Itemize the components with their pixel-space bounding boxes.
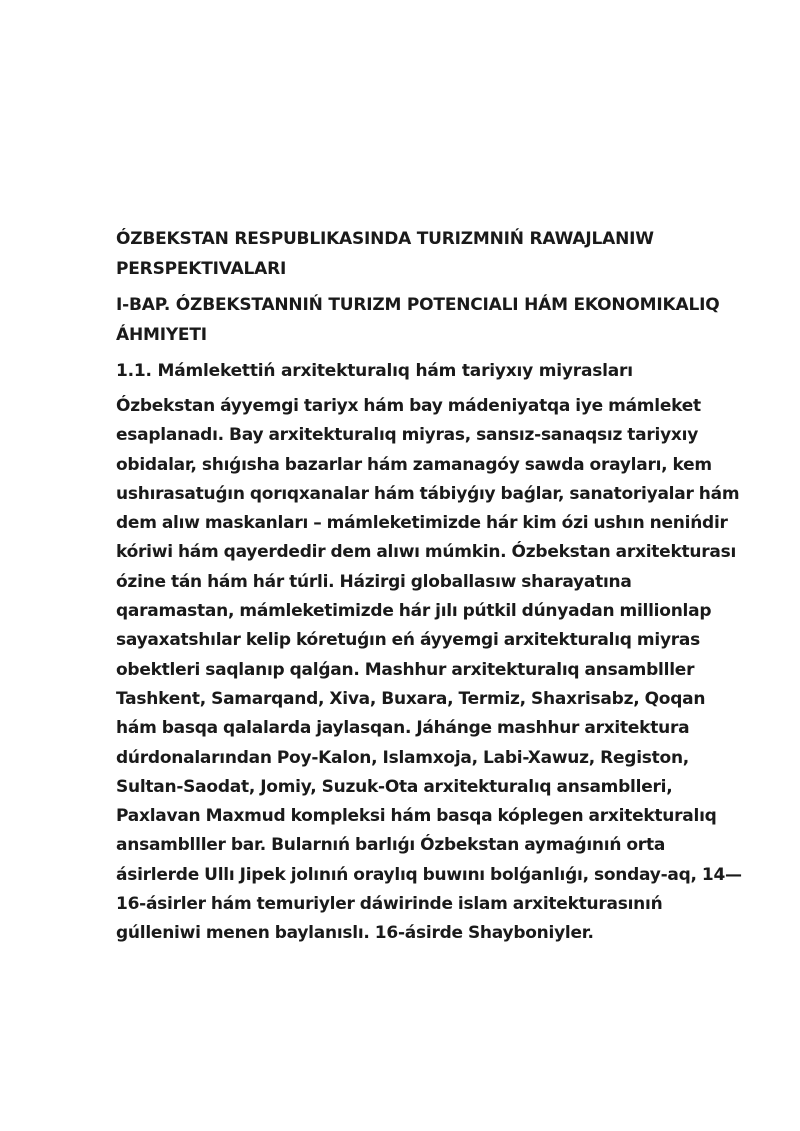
document-title: ÓZBEKSTAN RESPUBLIKASINDA TURIZMNIŃ RAWAJLANIW PERSPEKTIVALARI (116, 229, 654, 279)
chapter-heading: I-BAP. ÓZBEKSTANNIŃ TURIZM POTENCIALI HÁM EKONOMIKALIQ ÁHMIYETI (116, 295, 720, 345)
section-heading: 1.1. Mámlekettiń arxitekturalıq hám tariyxıy miyrasları (116, 361, 633, 381)
document-page (116, 224, 746, 949)
body-paragraph: Ózbekstan áyyemgi tariyx hám bay mádeniyatqa iye mámleket esaplanadı. Bay arxitekturalıq miyras, sansız-sanaqsız tariyxıy obidalar, shıǵısha bazarlar hám zamanagóy sawda orayları, kem ushırasatuǵın qorıqxanalar hám tábiyǵıy baǵlar, sanatoriyalar hám dem alıw maskanları – mámleketimizde hár kim ózi ushın nenińdir kóriwi hám qayerdedir dem alıwı múmkin. Ózbekstan arxitekturası ózine tán hám hár túrli. Házirgi globallasıw sharayatına qaramastan, mámleketimizde hár jılı pútkil dúnyadan millionlap sayaxatshılar kelip kóretuǵın eń áyyemgi arxitekturalıq miyras obektleri saqlanıp qalǵan. Mashhur arxitekturalıq ansamblller Tashkent, Samarqand, Xiva, Buxara, Termiz, Shaxrisabz, Qoqan hám basqa qalalarda jaylasqan. Jáhánge mashhur arxitektura dúrdonalarından Poy-Kalon, Islamxoja, Labi-Xawuz, Registon, Sultan-Saodat, Jomiy, Suzuk-Ota arxitekturalıq ansamblleri, Paxlavan Maxmud kompleksi hám basqa kóplegen arxitekturalıq ansamblller bar. Bularnıń barlıǵı Ózbekstan aymaǵınıń orta ásirlerde Ullı Jipek jolınıń oraylıq buwını bolǵanlıǵı, sonday-aq, 14—16-ásirler hám temuriyler dáwirinde islam arxitekturasınıń gúlleniwi menen baylanıslı. 16-ásirde Shayboniyler. (116, 396, 742, 944)
